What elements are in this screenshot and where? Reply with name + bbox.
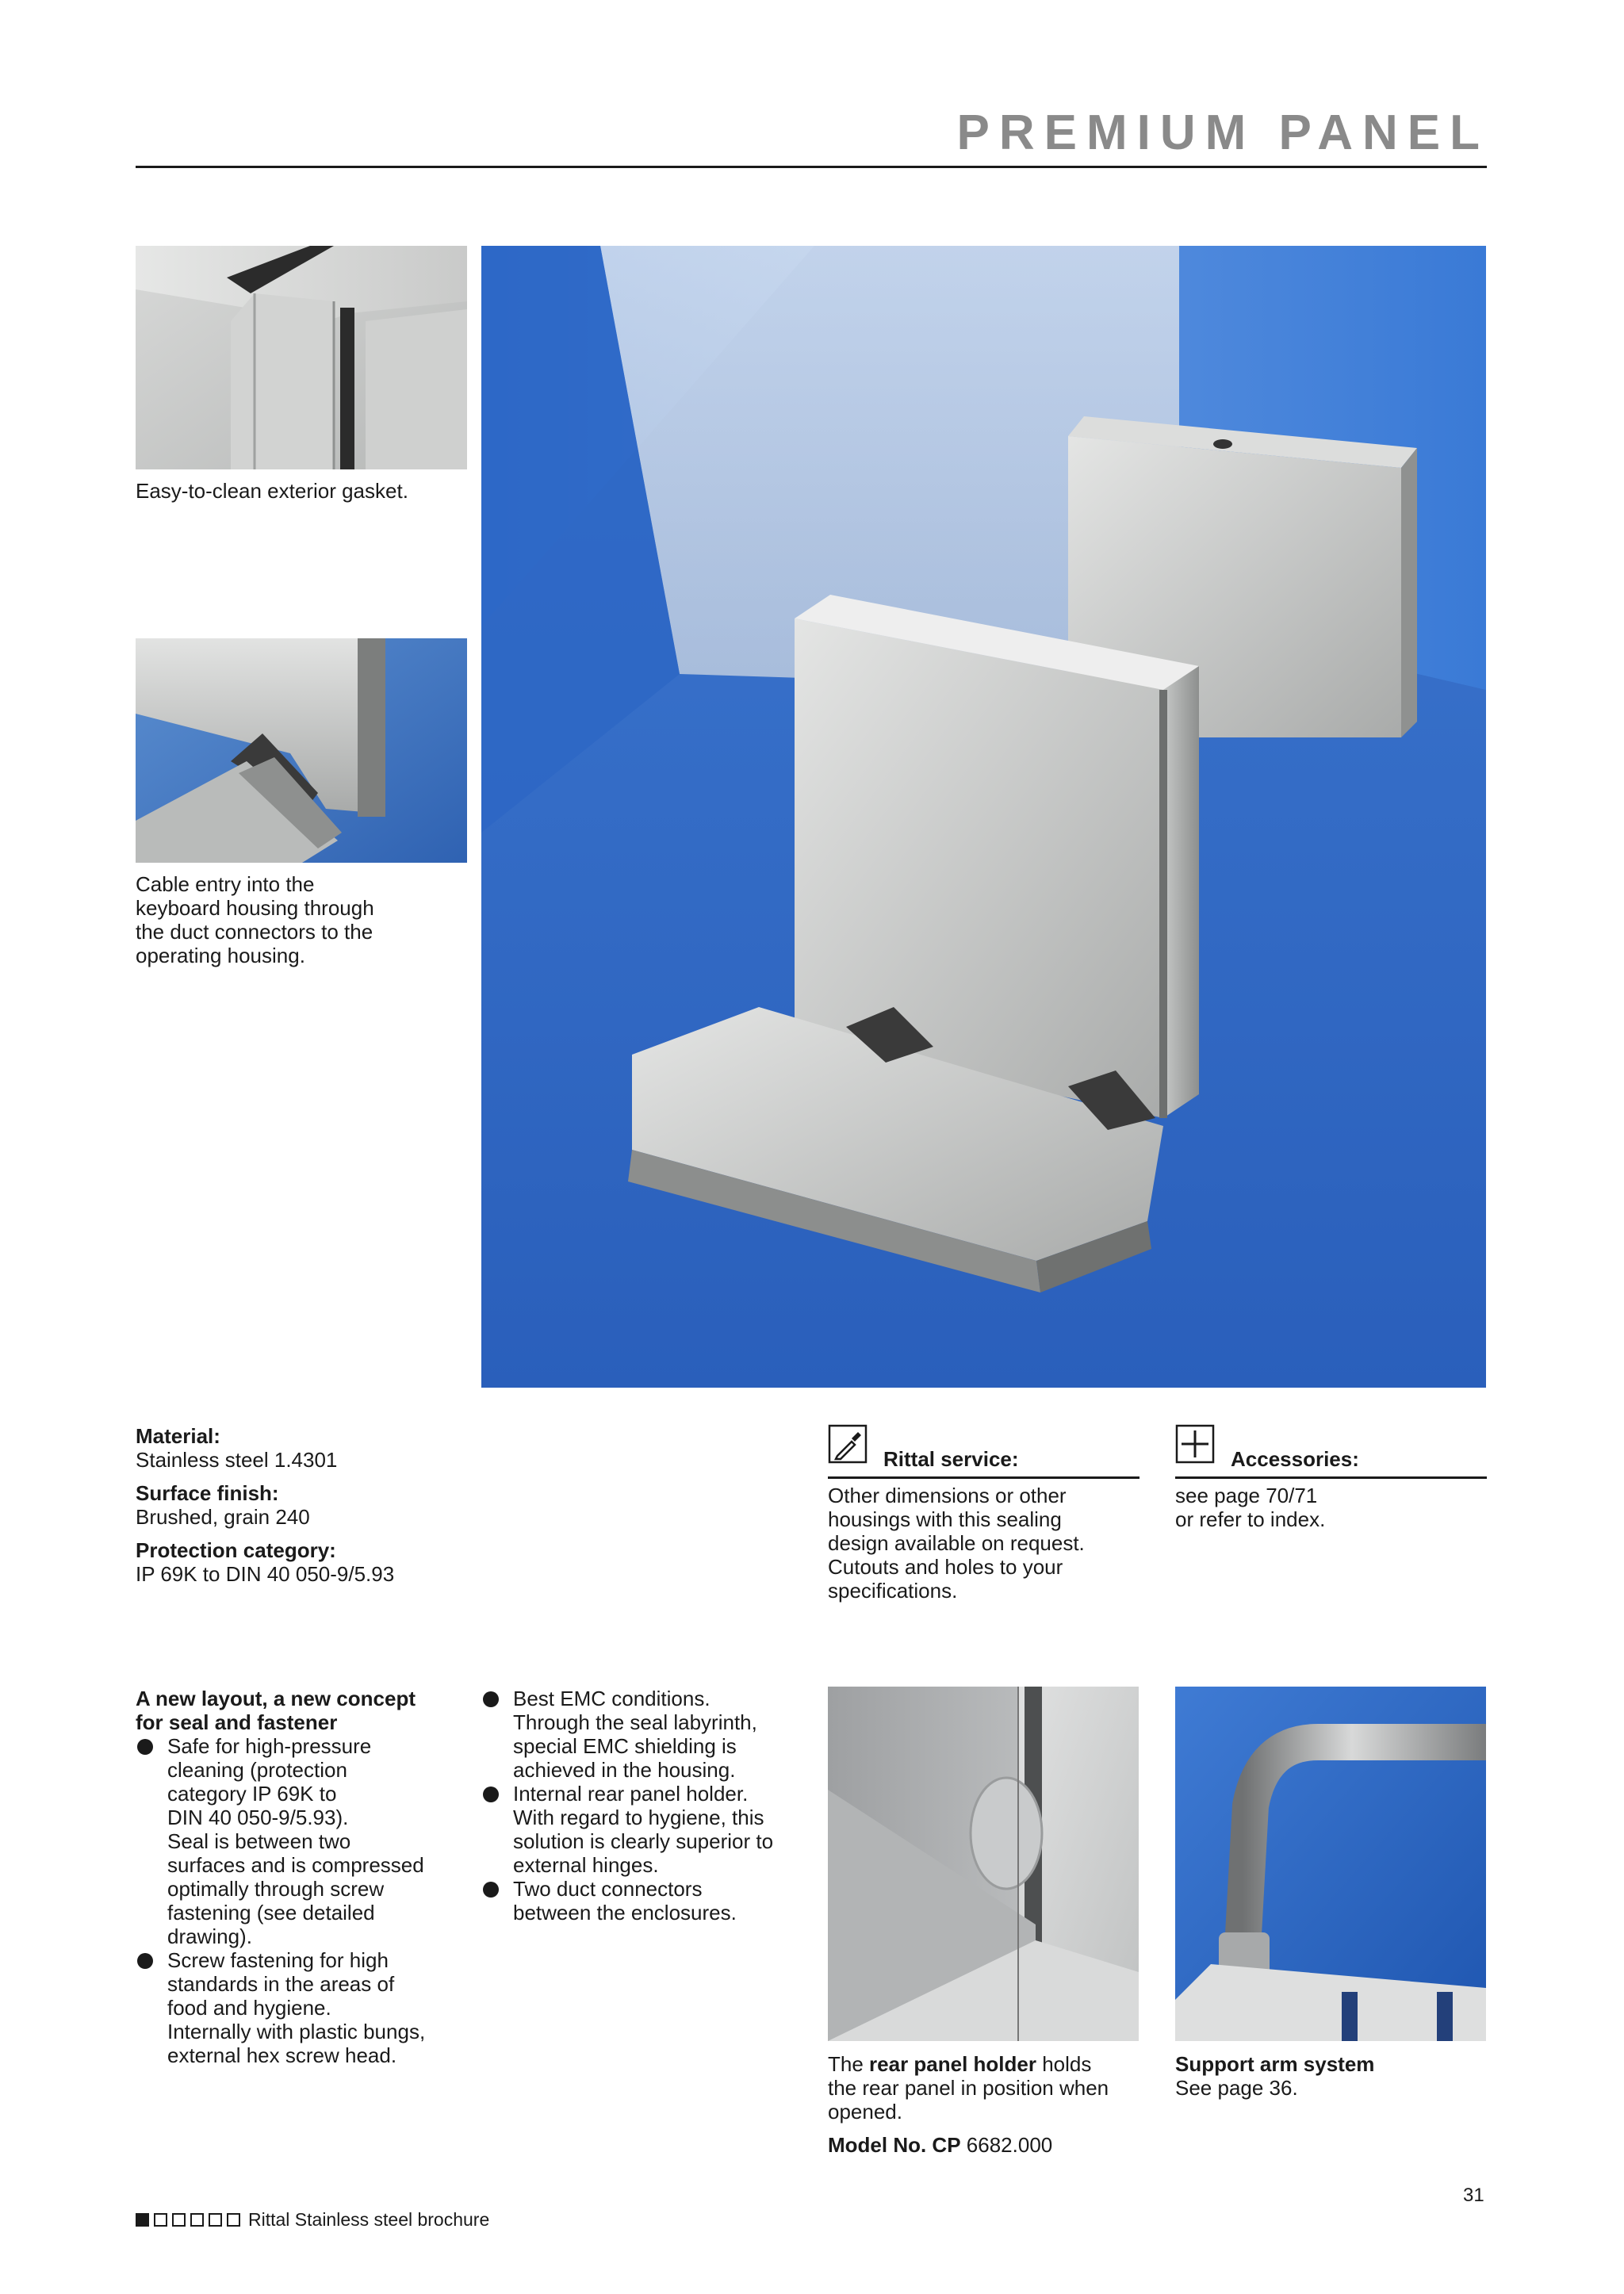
footer-square-icon [172,2213,186,2227]
layout-concept-left [136,1687,453,2067]
accessories-header: Accessories: [1175,1424,1487,1479]
support-arm-photo [1175,1687,1486,2041]
pipette-icon [828,1424,868,1464]
rittal-service-text: Other dimensions or other housings with this sealing design available on request. Cutouts and holes to your specifications. [828,1484,1085,1603]
page-title: PREMIUM PANEL [956,105,1489,160]
rittal-service-box [828,1424,1139,1603]
footer-square-filled-icon [136,2213,149,2227]
bullet-dot-icon [137,1739,153,1755]
footer-square-icon [190,2213,204,2227]
gasket-caption: Easy-to-clean exterior gasket. [136,479,408,503]
hero-product-photo [481,246,1486,1388]
accessories-box [1175,1424,1487,1531]
plus-icon [1175,1424,1215,1464]
footer-square-icon [227,2213,240,2227]
layout-concept-heading: A new layout, a new concept for seal and fastener [136,1687,416,1734]
header-rule [136,166,1487,168]
cable-entry-caption: Cable entry into the keyboard housing through the duct connectors to the operating housing. [136,872,374,967]
bullet-dot-icon [483,1787,499,1802]
footer-square-icon [154,2213,167,2227]
layout-concept-right [481,1687,806,1924]
footer-brochure-label: Rittal Stainless steel brochure [248,2209,490,2230]
bullet-item: Screw fastening for high standards in the areas of food and hygiene. Internally with plastic bungs, external hex screw head. [136,1948,453,2067]
gasket-photo [136,246,467,469]
spec-protection-category: Protection category: IP 69K to DIN 40 050-9/5.93 [136,1538,395,1586]
rear-panel-caption: The rear panel holder holds the rear panel in position when opened. Model No. CP 6682.000 [828,2052,1145,2157]
bullet-item: Internal rear panel holder. With regard to hygiene, this solution is clearly superior to external hinges. [481,1782,806,1877]
rear-panel-holder-photo [828,1687,1139,2041]
bullet-dot-icon [137,1953,153,1969]
bullet-item: Safe for high-pressure cleaning (protection category IP 69K to DIN 40 050-9/5.93). Seal is between two surfaces and is compressed optimally through screw fastening (see detailed drawing). [136,1734,453,1948]
bullet-dot-icon [483,1691,499,1707]
accessories-text: see page 70/71 or refer to index. [1175,1484,1326,1531]
cable-entry-photo [136,638,467,863]
bullet-dot-icon [483,1882,499,1898]
bullet-item: Best EMC conditions. Through the seal labyrinth, special EMC shielding is achieved in the housing. [481,1687,806,1782]
footer-square-icon [209,2213,222,2227]
bullet-item: Two duct connectors between the enclosures. [481,1877,806,1924]
support-arm-caption: Support arm system See page 36. [1175,2052,1375,2100]
model-number: Model No. CP 6682.000 [828,2133,1053,2157]
spec-list [136,1424,532,1595]
page-number: 31 [1463,2185,1484,2206]
rittal-service-header: Rittal service: [828,1424,1139,1479]
footer [136,2209,489,2231]
spec-material: Material: Stainless steel 1.4301 [136,1424,338,1472]
spec-surface-finish: Surface finish: Brushed, grain 240 [136,1481,310,1529]
